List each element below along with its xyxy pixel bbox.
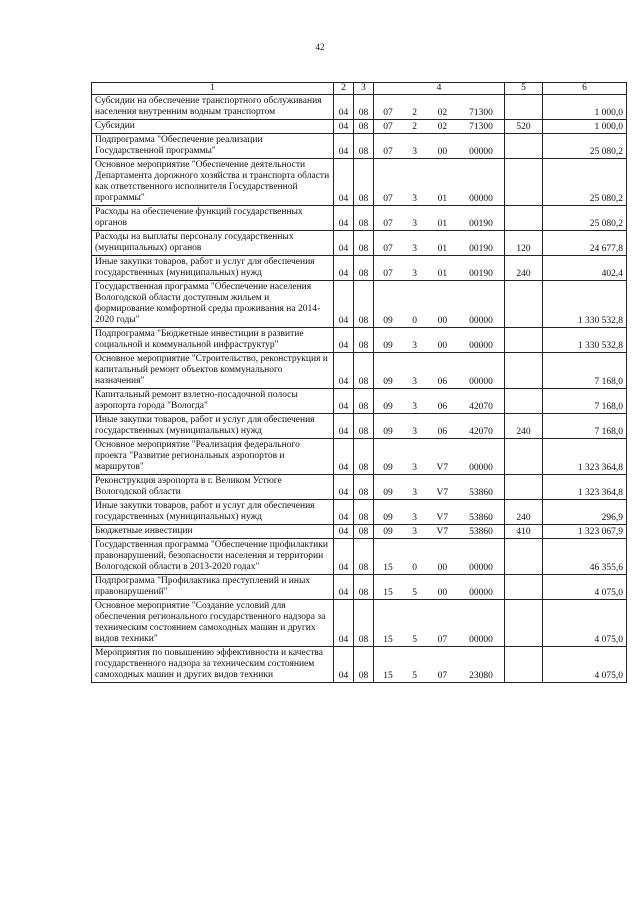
expense-type-code bbox=[505, 206, 543, 231]
program-code-part: V7 bbox=[436, 488, 449, 498]
expense-type-code bbox=[505, 475, 543, 500]
program-code bbox=[374, 95, 505, 120]
section-code: 08 bbox=[354, 328, 374, 353]
program-code-part: 23080 bbox=[469, 671, 493, 681]
section-code: 08 bbox=[354, 353, 374, 389]
chapter-code: 04 bbox=[334, 120, 354, 134]
row-description: Бюджетные инвестиции bbox=[92, 525, 334, 539]
expense-type-code: 240 bbox=[505, 256, 543, 281]
header-cell: 4 bbox=[374, 83, 505, 95]
program-code-part: 07 bbox=[383, 244, 393, 254]
section-code: 08 bbox=[354, 159, 374, 206]
section-code: 08 bbox=[354, 539, 374, 575]
table-row bbox=[92, 328, 627, 353]
table-row bbox=[92, 475, 627, 500]
header-cell: 3 bbox=[354, 83, 374, 95]
program-code bbox=[374, 414, 505, 439]
program-code bbox=[374, 328, 505, 353]
chapter-code: 04 bbox=[334, 647, 354, 683]
section-code: 08 bbox=[354, 231, 374, 256]
chapter-code: 04 bbox=[334, 439, 354, 475]
program-code-part: 09 bbox=[383, 488, 393, 498]
row-description: Расходы на выплаты персоналу государственных (муниципальных) органов bbox=[92, 231, 334, 256]
amount: 296,9 bbox=[543, 500, 627, 525]
program-code-part: 07 bbox=[383, 194, 393, 204]
expense-type-code bbox=[505, 328, 543, 353]
program-code-part: V7 bbox=[436, 513, 449, 523]
table-row bbox=[92, 539, 627, 575]
program-code-part: 0 bbox=[412, 563, 418, 573]
program-code-part: 53860 bbox=[469, 527, 493, 537]
program-code-part: 07 bbox=[437, 671, 448, 681]
program-code-part: 00 bbox=[437, 341, 448, 351]
program-code-part: 01 bbox=[437, 194, 448, 204]
program-code-part: 0 bbox=[412, 316, 418, 326]
program-code bbox=[374, 500, 505, 525]
chapter-code: 04 bbox=[334, 231, 354, 256]
amount: 25 080,2 bbox=[543, 206, 627, 231]
program-code bbox=[374, 206, 505, 231]
program-code-part: 3 bbox=[412, 244, 418, 254]
row-description: Основное мероприятие "Реализация федерального проекта "Развитие региональных аэропортов и маршрутов" bbox=[92, 439, 334, 475]
table-row bbox=[92, 600, 627, 647]
program-code bbox=[374, 281, 505, 328]
program-code bbox=[374, 256, 505, 281]
amount: 1 330 532,8 bbox=[543, 281, 627, 328]
program-code-part: 00000 bbox=[469, 194, 493, 204]
program-code-part: 42070 bbox=[469, 427, 493, 437]
amount: 46 355,6 bbox=[543, 539, 627, 575]
program-code-part: 5 bbox=[412, 671, 418, 681]
section-code: 08 bbox=[354, 281, 374, 328]
amount: 402,4 bbox=[543, 256, 627, 281]
program-code-part: V7 bbox=[436, 463, 449, 473]
section-code: 08 bbox=[354, 120, 374, 134]
program-code bbox=[374, 647, 505, 683]
amount: 7 168,0 bbox=[543, 389, 627, 414]
program-code bbox=[374, 120, 505, 134]
row-description: Реконструкция аэропорта в г. Великом Устюге Вологодской области bbox=[92, 475, 334, 500]
chapter-code: 04 bbox=[334, 414, 354, 439]
table-row bbox=[92, 159, 627, 206]
table-row bbox=[92, 647, 627, 683]
program-code-part: 09 bbox=[383, 513, 393, 523]
expense-type-code bbox=[505, 134, 543, 159]
header-cell: 2 bbox=[334, 83, 354, 95]
chapter-code: 04 bbox=[334, 95, 354, 120]
amount: 1 323 364,8 bbox=[543, 475, 627, 500]
chapter-code: 04 bbox=[334, 389, 354, 414]
row-description: Подпрограмма "Бюджетные инвестиции в развитие социальной и коммунальной инфраструктур" bbox=[92, 328, 334, 353]
program-code-part: 06 bbox=[437, 377, 448, 387]
program-code-part: 3 bbox=[412, 513, 418, 523]
program-code-part: 02 bbox=[437, 108, 448, 118]
chapter-code: 04 bbox=[334, 475, 354, 500]
section-code: 08 bbox=[354, 475, 374, 500]
chapter-code: 04 bbox=[334, 256, 354, 281]
program-code-part: 01 bbox=[437, 219, 448, 229]
section-code: 08 bbox=[354, 389, 374, 414]
program-code-part: 15 bbox=[383, 563, 393, 573]
program-code-part: 3 bbox=[412, 341, 418, 351]
table-row bbox=[92, 206, 627, 231]
header-row bbox=[92, 83, 627, 95]
program-code-part: 09 bbox=[383, 427, 393, 437]
table-row bbox=[92, 134, 627, 159]
expense-type-code bbox=[505, 95, 543, 120]
program-code bbox=[374, 539, 505, 575]
program-code bbox=[374, 600, 505, 647]
program-code-part: 00000 bbox=[469, 635, 493, 645]
program-code-part: 00000 bbox=[469, 563, 493, 573]
program-code-part: 00 bbox=[437, 588, 448, 598]
chapter-code: 04 bbox=[334, 353, 354, 389]
expense-type-code: 240 bbox=[505, 500, 543, 525]
program-code-part: 07 bbox=[437, 635, 448, 645]
program-code-part: 3 bbox=[412, 377, 418, 387]
program-code-part: 00 bbox=[437, 563, 448, 573]
program-code-part: 09 bbox=[383, 341, 393, 351]
program-code-part: 09 bbox=[383, 377, 393, 387]
row-description: Мероприятия по повышению эффективности и качества государственного надзора за техническим состоянием самоходных машин и других видов техники bbox=[92, 647, 334, 683]
row-description: Подпрограмма "Обеспечение реализации Государственной программы" bbox=[92, 134, 334, 159]
row-description: Основное мероприятие "Строительство, реконструкция и капитальный ремонт объектов коммунального назначения" bbox=[92, 353, 334, 389]
program-code bbox=[374, 525, 505, 539]
program-code-part: 00190 bbox=[469, 269, 493, 279]
amount: 25 080,2 bbox=[543, 134, 627, 159]
program-code-part: 71300 bbox=[469, 108, 493, 118]
row-description: Субсидии bbox=[92, 120, 334, 134]
program-code-part: 71300 bbox=[469, 122, 493, 132]
program-code-part: 06 bbox=[437, 402, 448, 412]
chapter-code: 04 bbox=[334, 525, 354, 539]
page-number: 42 bbox=[315, 42, 325, 52]
program-code-part: 3 bbox=[412, 488, 418, 498]
expense-type-code bbox=[505, 159, 543, 206]
program-code-part: 00 bbox=[437, 147, 448, 157]
program-code-part: 00000 bbox=[469, 463, 493, 473]
program-code-part: 06 bbox=[437, 427, 448, 437]
program-code-part: 07 bbox=[383, 269, 393, 279]
program-code bbox=[374, 575, 505, 600]
program-code-part: 00 bbox=[437, 316, 448, 326]
expense-type-code bbox=[505, 600, 543, 647]
amount: 4 075,0 bbox=[543, 600, 627, 647]
table-row bbox=[92, 575, 627, 600]
table-row bbox=[92, 353, 627, 389]
row-description: Иные закупки товаров, работ и услуг для обеспечения государственных (муниципальных) нужд bbox=[92, 256, 334, 281]
chapter-code: 04 bbox=[334, 281, 354, 328]
program-code-part: 09 bbox=[383, 316, 393, 326]
row-description: Государственная программа "Обеспечение населения Вологодской области доступным жильем и формирование комфортной среды проживания на 2014-2020 годы" bbox=[92, 281, 334, 328]
program-code-part: 3 bbox=[412, 527, 418, 537]
table-row bbox=[92, 231, 627, 256]
program-code bbox=[374, 475, 505, 500]
program-code-part: 01 bbox=[437, 244, 448, 254]
table-row bbox=[92, 525, 627, 539]
program-code-part: 15 bbox=[383, 588, 393, 598]
section-code: 08 bbox=[354, 206, 374, 231]
chapter-code: 04 bbox=[334, 600, 354, 647]
program-code-part: 01 bbox=[437, 269, 448, 279]
program-code bbox=[374, 134, 505, 159]
row-description: Субсидии на обеспечение транспортного обслуживания населения внутренним водным транспортом bbox=[92, 95, 334, 120]
program-code-part: 07 bbox=[383, 219, 393, 229]
program-code-part: 5 bbox=[412, 635, 418, 645]
program-code-part: 3 bbox=[412, 427, 418, 437]
expense-type-code bbox=[505, 539, 543, 575]
program-code-part: 3 bbox=[412, 147, 418, 157]
expense-type-code: 520 bbox=[505, 120, 543, 134]
chapter-code: 04 bbox=[334, 134, 354, 159]
program-code-part: 02 bbox=[437, 122, 448, 132]
header-cell: 1 bbox=[92, 83, 334, 95]
table-row bbox=[92, 500, 627, 525]
program-code-part: 00000 bbox=[469, 588, 493, 598]
header-cell: 6 bbox=[543, 83, 627, 95]
chapter-code: 04 bbox=[334, 159, 354, 206]
budget-table bbox=[91, 82, 627, 683]
table-row bbox=[92, 281, 627, 328]
program-code-part: 15 bbox=[383, 671, 393, 681]
expense-type-code bbox=[505, 439, 543, 475]
program-code-part: 07 bbox=[383, 147, 393, 157]
section-code: 08 bbox=[354, 134, 374, 159]
program-code-part: 09 bbox=[383, 527, 393, 537]
program-code-part: 00000 bbox=[469, 341, 493, 351]
section-code: 08 bbox=[354, 525, 374, 539]
row-description: Расходы на обеспечение функций государственных органов bbox=[92, 206, 334, 231]
program-code-part: 5 bbox=[412, 588, 418, 598]
expense-type-code bbox=[505, 353, 543, 389]
expense-type-code: 120 bbox=[505, 231, 543, 256]
expense-type-code bbox=[505, 575, 543, 600]
table-row bbox=[92, 95, 627, 120]
section-code: 08 bbox=[354, 414, 374, 439]
amount: 1 323 364,8 bbox=[543, 439, 627, 475]
program-code-part: 00190 bbox=[469, 219, 493, 229]
program-code bbox=[374, 353, 505, 389]
program-code-part: V7 bbox=[436, 527, 449, 537]
program-code bbox=[374, 439, 505, 475]
row-description: Основное мероприятие "Обеспечение деятельности Департамента дорожного хозяйства и транспорта области как ответственного исполнителя Государственной программы" bbox=[92, 159, 334, 206]
chapter-code: 04 bbox=[334, 500, 354, 525]
section-code: 08 bbox=[354, 95, 374, 120]
program-code-part: 00000 bbox=[469, 316, 493, 326]
amount: 7 168,0 bbox=[543, 353, 627, 389]
table-row bbox=[92, 389, 627, 414]
program-code bbox=[374, 389, 505, 414]
program-code-part: 09 bbox=[383, 402, 393, 412]
program-code-part: 3 bbox=[412, 463, 418, 473]
table-row bbox=[92, 439, 627, 475]
section-code: 08 bbox=[354, 500, 374, 525]
expense-type-code: 410 bbox=[505, 525, 543, 539]
section-code: 08 bbox=[354, 439, 374, 475]
amount: 1 323 067,9 bbox=[543, 525, 627, 539]
chapter-code: 04 bbox=[334, 539, 354, 575]
row-description: Основное мероприятие "Создание условий для обеспечения регионального государственного надзора за техническим состоянием самоходных машин и других видов техники" bbox=[92, 600, 334, 647]
table-row bbox=[92, 414, 627, 439]
program-code-part: 00000 bbox=[469, 147, 493, 157]
row-description: Государственная программа "Обеспечение профилактики правонарушений, безопасности населения и территории Вологодской области в 2013-2020 годах" bbox=[92, 539, 334, 575]
program-code-part: 42070 bbox=[469, 402, 493, 412]
program-code bbox=[374, 231, 505, 256]
chapter-code: 04 bbox=[334, 575, 354, 600]
program-code-part: 07 bbox=[383, 122, 393, 132]
program-code-part: 53860 bbox=[469, 488, 493, 498]
amount: 24 677,8 bbox=[543, 231, 627, 256]
chapter-code: 04 bbox=[334, 206, 354, 231]
table-row bbox=[92, 256, 627, 281]
expense-type-code bbox=[505, 647, 543, 683]
program-code-part: 07 bbox=[383, 108, 393, 118]
expense-type-code bbox=[505, 281, 543, 328]
header-cell: 5 bbox=[505, 83, 543, 95]
amount: 1 000,0 bbox=[543, 95, 627, 120]
chapter-code: 04 bbox=[334, 328, 354, 353]
program-code-part: 53860 bbox=[469, 513, 493, 523]
program-code-part: 2 bbox=[412, 108, 418, 118]
amount: 4 075,0 bbox=[543, 647, 627, 683]
program-code-part: 15 bbox=[383, 635, 393, 645]
expense-type-code bbox=[505, 389, 543, 414]
row-description: Иные закупки товаров, работ и услуг для обеспечения государственных (муниципальных) нужд bbox=[92, 500, 334, 525]
row-description: Иные закупки товаров, работ и услуг для обеспечения государственных (муниципальных) нужд bbox=[92, 414, 334, 439]
section-code: 08 bbox=[354, 600, 374, 647]
amount: 25 080,2 bbox=[543, 159, 627, 206]
amount: 4 075,0 bbox=[543, 575, 627, 600]
table-row bbox=[92, 120, 627, 134]
row-description: Капитальный ремонт взлетно-посадочной полосы аэропорта города "Вологда" bbox=[92, 389, 334, 414]
expense-type-code: 240 bbox=[505, 414, 543, 439]
program-code bbox=[374, 159, 505, 206]
program-code-part: 3 bbox=[412, 194, 418, 204]
amount: 1 000,0 bbox=[543, 120, 627, 134]
section-code: 08 bbox=[354, 575, 374, 600]
amount: 1 330 532,8 bbox=[543, 328, 627, 353]
section-code: 08 bbox=[354, 647, 374, 683]
program-code-part: 00190 bbox=[469, 244, 493, 254]
section-code: 08 bbox=[354, 256, 374, 281]
row-description: Подпрограмма "Профилактика преступлений и иных правонарушений" bbox=[92, 575, 334, 600]
program-code-part: 00000 bbox=[469, 377, 493, 387]
program-code-part: 3 bbox=[412, 402, 418, 412]
program-code-part: 09 bbox=[383, 463, 393, 473]
amount: 7 168,0 bbox=[543, 414, 627, 439]
program-code-part: 3 bbox=[412, 269, 418, 279]
program-code-part: 3 bbox=[412, 219, 418, 229]
program-code-part: 2 bbox=[412, 122, 418, 132]
